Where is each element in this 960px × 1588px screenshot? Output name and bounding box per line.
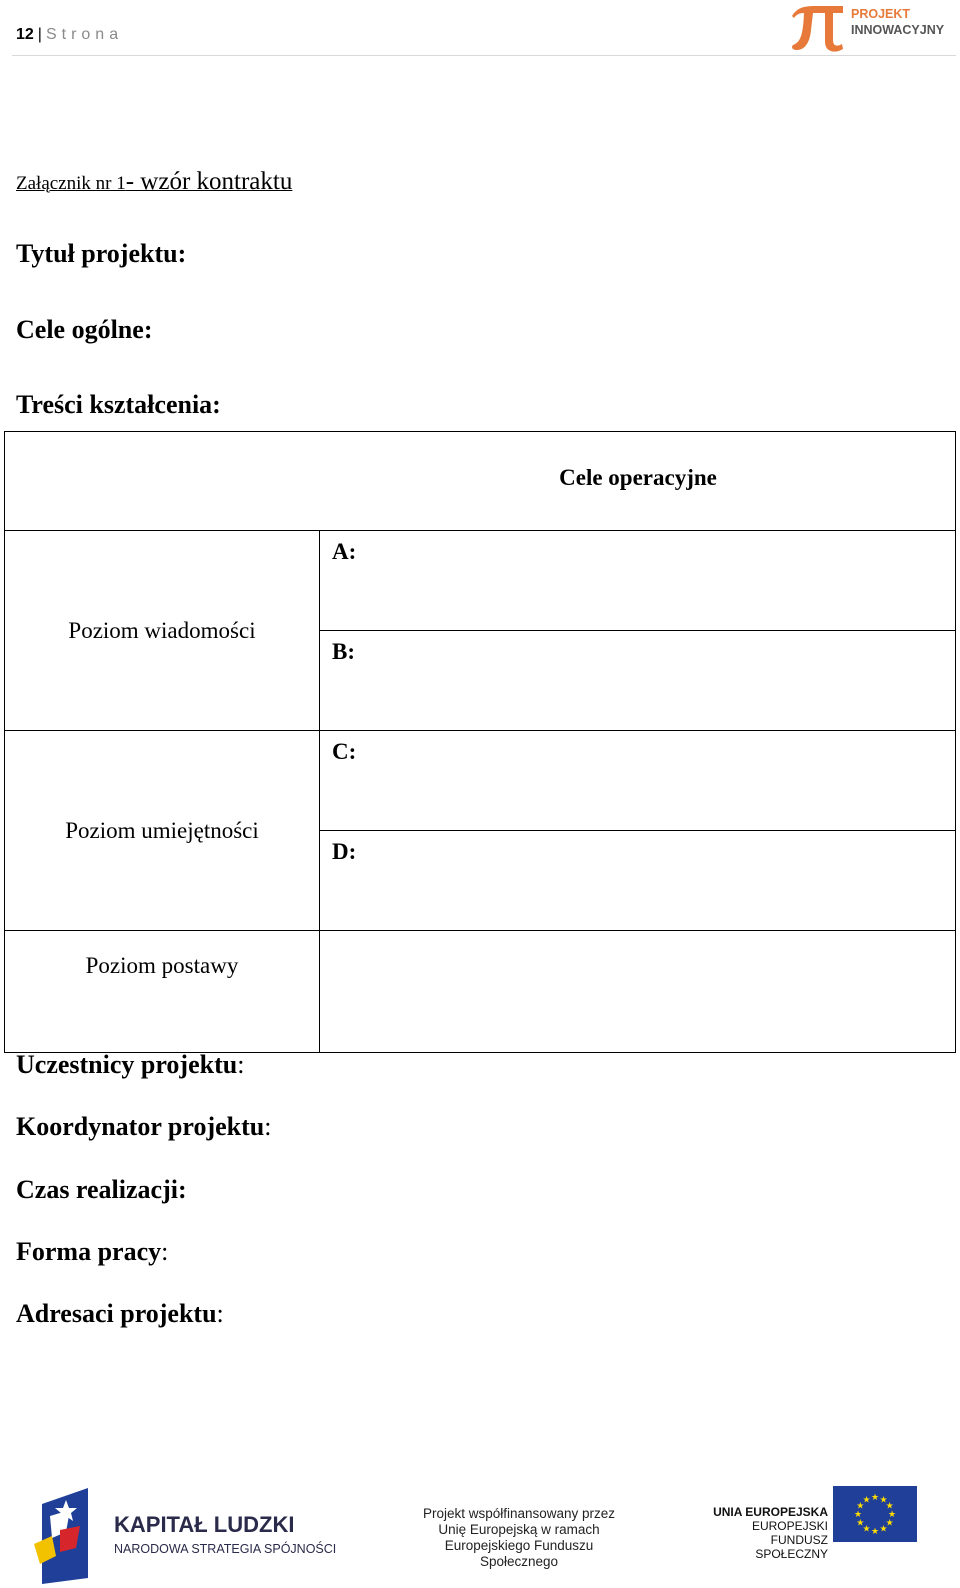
field-colon: : <box>161 1237 169 1266</box>
eu-star-icon: ★ <box>856 1500 865 1511</box>
level-label: Poziom postawy <box>85 953 239 978</box>
goal-label: A: <box>332 539 357 564</box>
eu-star-icon: ★ <box>885 1517 894 1528</box>
projekt-innowacyjny-logo-text <box>851 6 944 38</box>
goal-cell-b[interactable] <box>320 631 956 731</box>
page-number-separator: | <box>37 26 42 43</box>
eu-star-icon: ★ <box>879 1523 888 1534</box>
eu-star-icon: ★ <box>887 1509 897 1519</box>
funding-line: Unię Europejską w ramach <box>438 1522 600 1537</box>
eu-star-icon: ★ <box>862 1523 871 1534</box>
level-cell-postawy <box>5 931 320 1053</box>
goal-cell-d[interactable] <box>320 831 956 931</box>
attachment-suffix: - wzór kontraktu <box>125 168 293 195</box>
goal-label: C: <box>332 739 357 764</box>
funding-note <box>404 1506 634 1570</box>
funding-line: Europejskiego Funduszu Społecznego <box>444 1538 594 1569</box>
eu-line: FUNDUSZ SPOŁECZNY <box>755 1533 828 1561</box>
header-divider <box>12 55 956 56</box>
field-colon: : <box>143 315 153 344</box>
attachment-prefix: Załącznik nr 1 <box>16 173 126 194</box>
level-cell-umiejetnosci <box>5 731 320 931</box>
eu-star-icon: ★ <box>856 1517 865 1528</box>
field-colon: : <box>212 390 221 419</box>
field-czas-realizacji <box>16 1175 187 1205</box>
field-label: Adresaci projektu <box>16 1299 217 1328</box>
eu-star-icon: ★ <box>885 1500 894 1511</box>
eu-star-icon: ★ <box>853 1509 863 1519</box>
field-tytul-projektu <box>16 239 186 269</box>
kapital-ludzki-title: KAPITAŁ LUDZKI <box>114 1512 295 1537</box>
operational-goals-table <box>4 431 956 1053</box>
eu-star-icon: ★ <box>870 1492 880 1502</box>
eu-fund-label <box>702 1505 828 1561</box>
field-label: Cele ogólne <box>16 315 144 344</box>
field-colon: : <box>264 1112 272 1141</box>
level-label: Poziom umiejętności <box>65 817 259 843</box>
logo-line-1: PROJEKT <box>851 7 911 21</box>
attachment-title <box>16 168 292 196</box>
goal-cell-c[interactable] <box>320 731 956 831</box>
table-header-label: Cele operacyjne <box>559 465 717 490</box>
field-label: Uczestnicy projektu <box>16 1050 238 1079</box>
eu-line: UNIA EUROPEJSKA <box>713 1505 828 1519</box>
field-label: Tytuł projektu <box>16 239 178 268</box>
page-header <box>0 0 960 56</box>
kapital-ludzki-icon <box>30 1486 100 1586</box>
field-adresaci <box>16 1299 224 1329</box>
page-word: Strona <box>45 26 124 43</box>
field-koordynator <box>16 1112 271 1142</box>
level-label: Poziom wiadomości <box>68 617 256 643</box>
field-colon: : <box>216 1299 224 1328</box>
field-label: Czas realizacji <box>16 1175 178 1204</box>
page-footer <box>0 1478 960 1588</box>
field-label: Forma pracy <box>16 1237 162 1266</box>
eu-line: EUROPEJSKI <box>751 1519 828 1533</box>
page-number <box>16 26 123 44</box>
goal-label: B: <box>332 639 355 664</box>
level-cell-wiadomosci <box>5 531 320 731</box>
goal-label: D: <box>332 839 357 864</box>
eu-flag-icon <box>833 1486 917 1542</box>
eu-star-icon: ★ <box>879 1494 888 1505</box>
eu-star-icon: ★ <box>862 1494 871 1505</box>
field-colon: : <box>177 1175 187 1204</box>
pi-icon <box>789 2 845 52</box>
kapital-ludzki-subtitle: NARODOWA STRATEGIA SPÓJNOŚCI <box>114 1542 337 1556</box>
goal-cell-postawy[interactable] <box>320 931 956 1053</box>
field-uczestnicy <box>16 1050 244 1080</box>
logo-line-2: INNOWACYJNY <box>851 23 945 37</box>
eu-star-icon: ★ <box>870 1526 880 1536</box>
funding-line: Projekt współfinansowany przez <box>422 1506 616 1521</box>
goal-cell-a[interactable] <box>320 531 956 631</box>
field-colon: : <box>237 1050 245 1079</box>
field-tresci-ksztalcenia <box>16 390 221 420</box>
field-colon: : <box>177 239 187 268</box>
field-cele-ogolne <box>16 315 152 345</box>
field-label: Treści kształcenia <box>16 390 213 419</box>
page-number-value: 12 <box>16 26 34 43</box>
field-label: Koordynator projektu <box>16 1112 265 1141</box>
table-header-cell <box>5 432 956 531</box>
field-forma-pracy <box>16 1237 168 1267</box>
